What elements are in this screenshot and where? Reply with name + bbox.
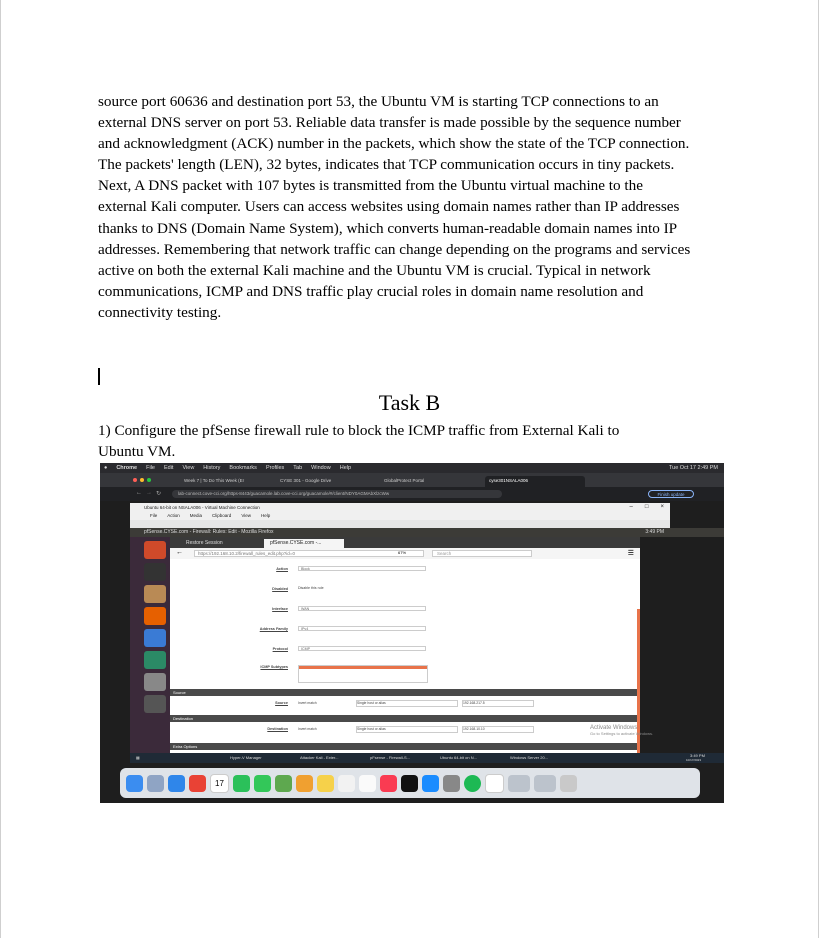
vm-menu-item[interactable]: View <box>241 513 251 518</box>
paragraph-line: connectivity testing. <box>98 303 222 321</box>
minimize-dot-icon[interactable] <box>140 478 144 482</box>
vm-menu-item[interactable]: Media <box>189 513 203 518</box>
mac-menu-item[interactable]: Bookmarks <box>229 465 257 471</box>
action-select[interactable]: Block <box>298 566 426 571</box>
address-family-select[interactable]: IPv4 <box>298 626 426 631</box>
menu-icon[interactable]: ☰ <box>627 550 634 557</box>
back-arrow-icon[interactable]: ← <box>136 490 142 496</box>
messages-icon[interactable] <box>254 775 271 792</box>
facetime-icon[interactable] <box>233 775 250 792</box>
window-thumbnail-icon[interactable] <box>508 775 530 792</box>
chrome-tab-strip <box>100 473 724 487</box>
spotify-icon[interactable] <box>464 775 481 792</box>
paragraph-line: external DNS server on port 53. Reliable data transfer is made possible by the sequence number <box>98 114 681 132</box>
maps-icon[interactable] <box>275 775 292 792</box>
settings-icon[interactable] <box>144 673 166 691</box>
text-cursor[interactable] <box>98 368 100 385</box>
calendar-icon[interactable]: 17 <box>210 774 229 793</box>
vm-menu-item[interactable]: File <box>150 513 158 518</box>
close-dot-icon[interactable] <box>133 478 137 482</box>
paragraph-line: Next, A DNS packet with 107 bytes is transmitted from the Ubuntu virtual machine to the <box>98 177 643 195</box>
form-label: Destination <box>267 727 288 731</box>
paragraph-line: and acknowledgment (ACK) number in the packets, which show the state of the TCP connection. <box>98 135 690 153</box>
chrome-icon[interactable] <box>189 775 206 792</box>
tv-icon[interactable] <box>401 775 418 792</box>
destination-type-select[interactable]: Single host or alias <box>356 726 458 733</box>
wireshark-icon[interactable] <box>144 629 166 647</box>
mac-menu-item[interactable]: Edit <box>163 465 174 471</box>
mac-menu-item[interactable]: View <box>182 465 195 471</box>
form-label: Protocol <box>272 647 288 651</box>
photos-icon[interactable] <box>296 775 313 792</box>
system-monitor-icon[interactable] <box>144 651 166 669</box>
source-type-select[interactable]: Single host or alias <box>356 700 458 707</box>
taskbar-date: 10/17/2023 <box>686 758 702 762</box>
paragraph-line: source port 60636 and destination port 53, the Ubuntu VM is starting TCP connections to an <box>98 93 659 110</box>
window-thumbnail-icon[interactable] <box>534 775 556 792</box>
form-label: Interface <box>272 607 288 611</box>
files-icon[interactable] <box>144 585 166 603</box>
reminders-icon[interactable] <box>338 775 355 792</box>
form-label: Source <box>275 701 288 705</box>
form-label: Address Family <box>259 627 288 631</box>
restore-icon[interactable]: □ <box>644 504 649 510</box>
task-line: Ubuntu VM. <box>98 443 176 460</box>
mac-dock <box>120 768 700 798</box>
section-header-extra-options: Extra Options <box>170 743 640 750</box>
vm-window-title: Ubuntu 64-bit on NSALA006 - Virtual Machine Connection <box>144 505 260 510</box>
task-instruction <box>98 420 619 462</box>
paragraph-line: external Kali computer. Users can access websites using domain names rather than IP addresses <box>98 198 680 216</box>
document-icon[interactable] <box>485 774 504 793</box>
taskbar-item[interactable]: Windows Server 20... <box>510 755 549 760</box>
chrome-address-bar[interactable]: lab-connect.cove-cci.org/https-8443/guacamole.lab.cove-cci.org/guacamole/#/client/NDY0AGMAbXlzcWw <box>172 490 502 498</box>
firefox-tab[interactable]: Restore Session <box>186 540 223 546</box>
form-row-interface <box>240 605 540 627</box>
taskbar-clock: 3:49 PM <box>690 753 705 758</box>
embedded-screenshot <box>100 463 724 803</box>
mac-menu-item[interactable]: Tab <box>293 465 303 471</box>
chrome-tab[interactable]: Week 7 | To Do This Week (Er <box>184 478 245 483</box>
music-icon[interactable] <box>380 775 397 792</box>
task-line: 1) Configure the pfSense firewall rule to block the ICMP traffic from External Kali to <box>98 422 620 439</box>
form-row-action <box>240 565 540 587</box>
mac-menu-item[interactable]: Window <box>311 465 331 471</box>
paragraph-line: active on both the external Kali machine and the Ubuntu VM is crucial. Typical in network <box>98 261 651 279</box>
form-row-disabled <box>240 585 540 607</box>
disk-icon[interactable] <box>144 695 166 713</box>
chrome-tab-active[interactable]: cyse301NSALA006 <box>485 476 585 487</box>
pfsense-rule-form <box>170 559 640 759</box>
invert-match-checkbox[interactable]: Invert match <box>298 701 317 705</box>
close-icon[interactable]: × <box>660 504 664 510</box>
firefox-tab-strip <box>170 537 640 548</box>
ubuntu-top-bar <box>130 528 724 537</box>
windows-start-icon[interactable]: ▦ <box>136 755 140 760</box>
icmp-subtypes-list[interactable] <box>298 665 428 683</box>
form-label: ICMP Subtypes <box>260 665 288 669</box>
vm-menu-item[interactable]: Action <box>167 513 180 518</box>
destination-address-input[interactable]: 192.168.10.10 <box>462 726 534 733</box>
activate-windows-watermark <box>590 725 653 737</box>
firefox-url-bar[interactable]: https://192.168.10.2/firewall_rules_edit.php?id=0 <box>194 550 424 557</box>
ubuntu-window-title: pfSense.CYSE.com - Firewall: Rules: Edit - Mozilla Firefox <box>144 529 274 535</box>
watermark-subtitle: Go to Settings to activate Windows. <box>590 731 654 736</box>
invert-match-checkbox[interactable]: Invert match <box>298 727 317 731</box>
section-heading: Task B <box>378 390 441 415</box>
taskbar-item[interactable]: Hyper-V Manager <box>230 755 262 760</box>
minimize-icon[interactable]: – <box>629 504 633 510</box>
terminal-icon[interactable] <box>144 563 166 581</box>
notes-icon[interactable] <box>317 775 334 792</box>
vm-toolbar <box>130 520 670 528</box>
finder-icon[interactable] <box>126 775 143 792</box>
apple-icon: ● <box>104 465 108 471</box>
settings-icon[interactable] <box>443 775 460 792</box>
mac-clock: Tue Oct 17 2:49 PM <box>668 465 718 471</box>
window-controls <box>133 478 151 482</box>
launchpad-icon[interactable] <box>147 775 164 792</box>
chrome-tab[interactable]: GlobalProtect Portal <box>384 478 425 483</box>
mac-menu-item[interactable]: Profiles <box>265 465 285 471</box>
taskbar-item[interactable]: Ubuntu 64-bit on N... <box>440 755 477 760</box>
firefox-window <box>170 537 640 759</box>
vm-menu-item[interactable]: Clipboard <box>212 513 232 518</box>
vm-window-titlebar <box>130 503 670 512</box>
mac-menu-bar <box>100 463 724 473</box>
protocol-select[interactable]: ICMP <box>298 646 426 651</box>
trash-icon[interactable] <box>560 775 577 792</box>
mac-menu-item[interactable]: File <box>146 465 155 471</box>
firefox-tab-active[interactable]: pfSense.CYSE.com -... <box>264 539 344 548</box>
chrome-toolbar <box>100 487 724 501</box>
selected-subtype[interactable] <box>299 666 427 669</box>
paragraph-line: communications, ICMP and DNS traffic play crucial roles in domain name resolution and <box>98 282 644 300</box>
firefox-icon[interactable] <box>144 607 166 625</box>
paragraph-line: addresses. Remembering that network traffic can change depending on the programs and services <box>98 240 691 258</box>
mac-menu-item[interactable]: Chrome <box>116 465 138 471</box>
freeform-icon[interactable] <box>359 775 376 792</box>
watermark-title: Activate Windows <box>590 725 638 731</box>
mac-menu-item[interactable]: History <box>203 465 221 471</box>
app-store-icon[interactable] <box>422 775 439 792</box>
form-row-address-family <box>240 625 540 647</box>
interface-select[interactable]: WAN <box>298 606 426 611</box>
forward-arrow-icon[interactable]: → <box>146 490 152 496</box>
firefox-search-box[interactable]: Search <box>432 550 532 557</box>
paragraph-line: The packets' length (LEN), 32 bytes, indicates that TCP communication occurs in tiny packets. <box>98 156 675 174</box>
form-label: Disabled <box>272 587 288 591</box>
body-paragraph <box>98 91 728 323</box>
reload-icon[interactable]: ↻ <box>156 491 162 497</box>
launcher-app-icon[interactable] <box>144 541 166 559</box>
taskbar-item[interactable]: pFsense - Firewall-S... <box>370 755 411 760</box>
taskbar-item[interactable]: Attacker Kali - Exter... <box>300 755 339 760</box>
chrome-tab[interactable]: CYSE 301 - Google Drive <box>280 478 332 483</box>
mail-icon[interactable] <box>168 775 185 792</box>
mac-menu-item[interactable]: Help <box>339 465 352 471</box>
vm-menu-item[interactable]: Help <box>261 513 271 518</box>
zoom-level: 67% <box>398 550 407 555</box>
windows-taskbar <box>130 753 724 763</box>
vm-menu-bar <box>130 512 670 520</box>
section-header-destination: Destination <box>170 715 640 722</box>
back-arrow-icon[interactable]: ← <box>176 549 183 556</box>
section-header-source: Source <box>170 689 640 696</box>
page-edge-left <box>0 0 1 938</box>
ubuntu-launcher <box>130 537 170 759</box>
paragraph-line: thanks to DNS (Domain Name System), which converts human-readable domain names into IP <box>98 219 678 237</box>
form-label: Action <box>276 567 288 571</box>
finish-update-button[interactable]: Finish update <box>648 490 694 498</box>
maximize-dot-icon[interactable] <box>147 478 151 482</box>
source-address-input[interactable]: 192.168.217.5 <box>462 700 534 707</box>
disable-rule-checkbox[interactable]: Disable this rule <box>298 586 324 590</box>
ubuntu-clock: 3:49 PM <box>645 529 664 535</box>
